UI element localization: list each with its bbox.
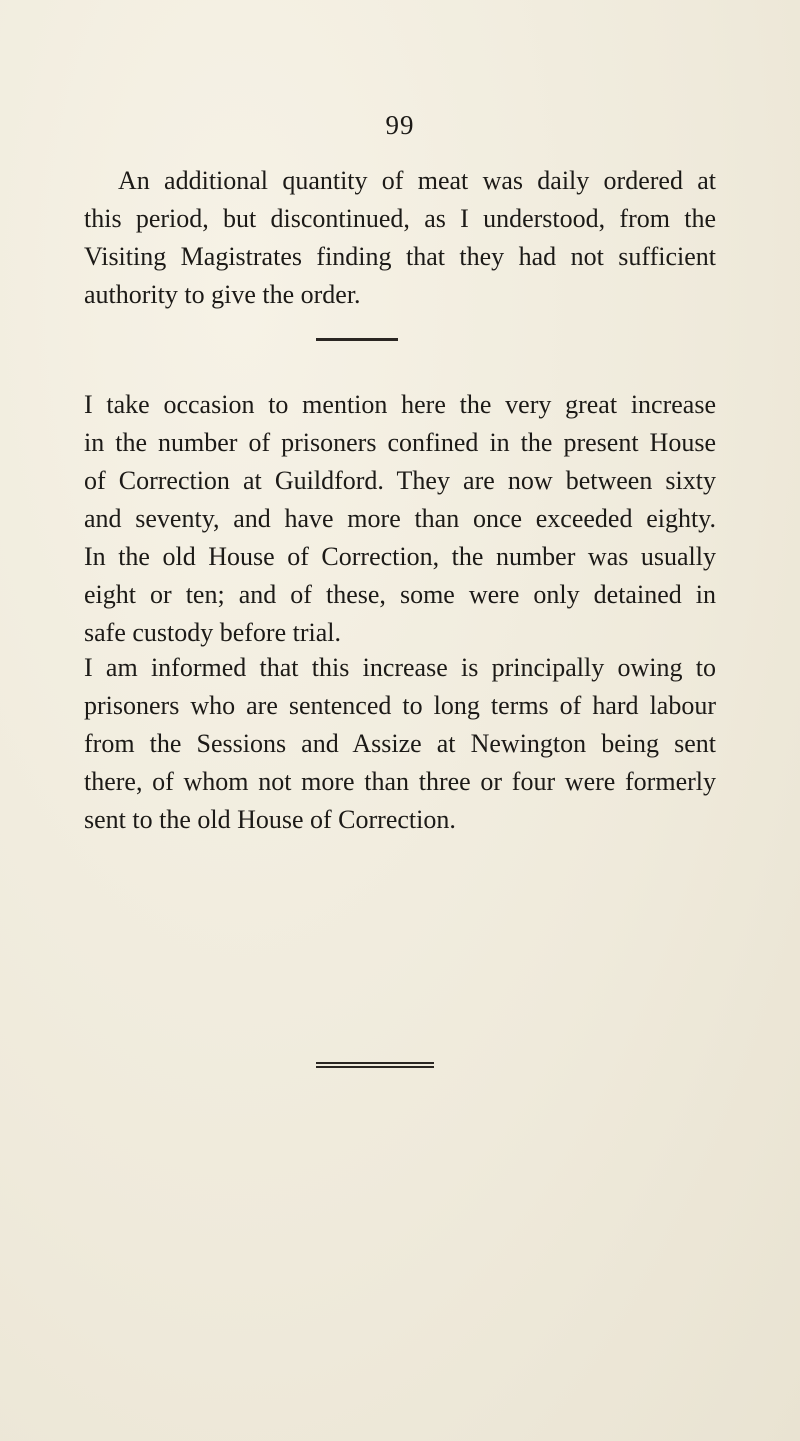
text-line: from the Sessions and Assize at Newington being sent [84, 729, 716, 758]
text-line: eight or ten; and of these, some were only detained in [84, 580, 716, 609]
text-line: and seventy, and have more than once exceeded eighty. [84, 504, 716, 533]
paragraph-increase-cause [84, 649, 716, 839]
text-line: I take occasion to mention here the very great increase [84, 390, 716, 419]
text-line: there, of whom not more than three or four were formerly [84, 767, 716, 796]
text-line: authority to give the order. [84, 280, 361, 309]
text-line: this period, but discontinued, as I understood, from the [84, 204, 716, 233]
text-line: of Correction at Guildford. They are now between sixty [84, 466, 716, 495]
text-line: In the old House of Correction, the number was usually [84, 542, 716, 571]
text-line: I am informed that this increase is principally owing to [84, 653, 716, 682]
text-line: in the number of prisoners confined in the present House [84, 428, 716, 457]
paragraph-meat-ration [84, 162, 716, 314]
text-line: prisoners who are sentenced to long terms of hard labour [84, 691, 716, 720]
paragraph-prisoner-increase [84, 386, 716, 652]
text-line: safe custody before trial. [84, 618, 342, 647]
page-number: 99 [385, 110, 415, 140]
text-line: sent to the old House of Correction. [84, 805, 456, 834]
section-divider [316, 338, 398, 341]
text-line: Visiting Magistrates finding that they had not sufficient [84, 242, 716, 271]
end-ornament-rule [316, 1062, 434, 1068]
text-line: An additional quantity of meat was daily ordered at [118, 166, 716, 195]
